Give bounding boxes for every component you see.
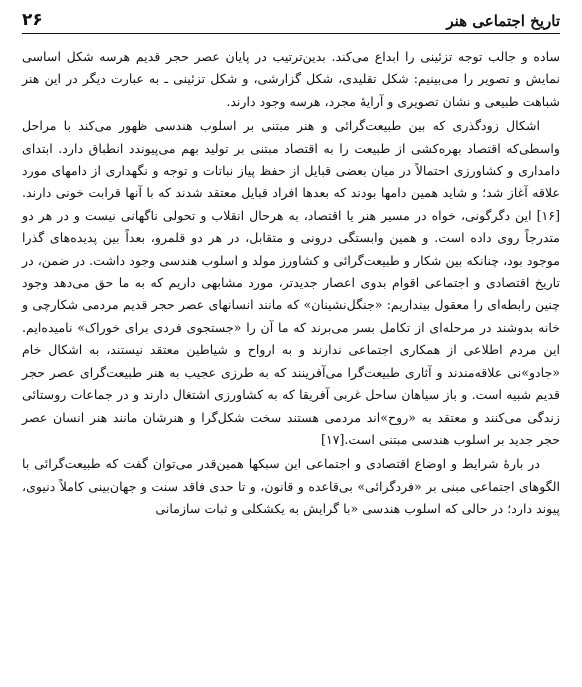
- page-number: ۲۶: [22, 10, 43, 30]
- body-text: [22, 46, 560, 521]
- running-title: تاریخ اجتماعی هنر: [446, 12, 560, 30]
- paragraph-3: در بارهٔ شرایط و اوضاع اقتصادی و اجتماعی این سبکها همین‌قدر می‌توان گفت که طبیعت‌گرائی با الگوهای اجتماعی مبنی بر «فردگرائی» بی‌قاعده و قانون، و تا حدی فاقد سنت و جهان‌بینی کاملاً دنیوی، پیوند دارد؛ در حالی که اسلوب هندسی «با گرایش به یکشکلی و ثبات سازمانی: [22, 456, 560, 517]
- paragraph-2: اشکال زودگذری که بین طبیعت‌گرائی و هنر مبتنی بر اسلوب هندسی ظهور می‌کند با مراحل واسطی‌که اقتصاد بهره‌کشی از طبیعت را به اقتصاد مبتنی بر تولید بهم می‌پیوندد انطباق دارد. ابتدای دامداری و کشاورزی احتمالاً در میان بعضی قبایل از حفظ پیاز نباتات و توجه و نگهداری از دامهای مورد علاقه آغاز شد؛ و شاید همین دامها بودند که بعدها افراد قبایل معتقد شدند که با آنها قرابت خونی دارند.[۱۶] این دگرگونی، خواه در مسیر هنر یا اقتصاد، به هرحال انقلاب و تحولی ناگهانی نیست و در هر دو متدرجاً روی داده است. و همین وابستگی درونی و متقابل، در هر دو قلمرو، بعداً بین پدیده‌های گذرا موجود بود، چنانکه بین شکار و طبیعت‌گرائی و کشاورز مولد و اسلوب هندسی وجود داشت. در ضمن، در تاریخ اقتصادی و اجتماعی اقوام بدوی اعصار جدیدتر، مورد مشابهی داریم که به ما حق می‌دهد وجود چنین رابطه‌ای را معقول بینداریم: «جنگل‌نشینان» که مانند انسانهای عصر حجر قدیم مردمی شکارچی و خانه بدوشند در مرحله‌ای از تکامل بسر می‌برند که ما آن را «جستجوی فردی برای خوراک» نامیده‌ایم. این مردم اطلاعی از همکاری اجتماعی ندارند و به ارواح و شیاطین معتقد نیستند، به اشکال خام «جادو»نی علاقه‌مندند و آثاری طبیعت‌گرا می‌آفرینند که به طرزی عجیب به هنر طبیعت‌گرای عصر حجر قدیم شبیه است. و باز سیاهان ساحل غربی آفریقا که به کشاورزی اشتغال دارند و در جماعات روستائی زندگی می‌کنند و معتقد به «روح»اند مردمی هستند سخت شکل‌گرا و هنرشان مانند هنر انسان عصر حجر جدید بر اسلوب هندسی مبتنی است.[۱۷]: [22, 118, 560, 447]
- paragraph-1: ساده و جالب توجه تزئینی را ابداع می‌کند. بدین‌ترتیب در پایان عصر حجر قدیم هرسه شکل اساسی نمایش و تصویر را می‌بینیم: شکل تقلیدی، شکل گزارشی، و شکل تزئینی ـ به عبارت دیگر در این هنر شباهت طبیعی و نشان تصویری و آرایهٔ مجرد، هرسه وجود دارند.: [22, 49, 560, 109]
- running-head: [22, 8, 560, 34]
